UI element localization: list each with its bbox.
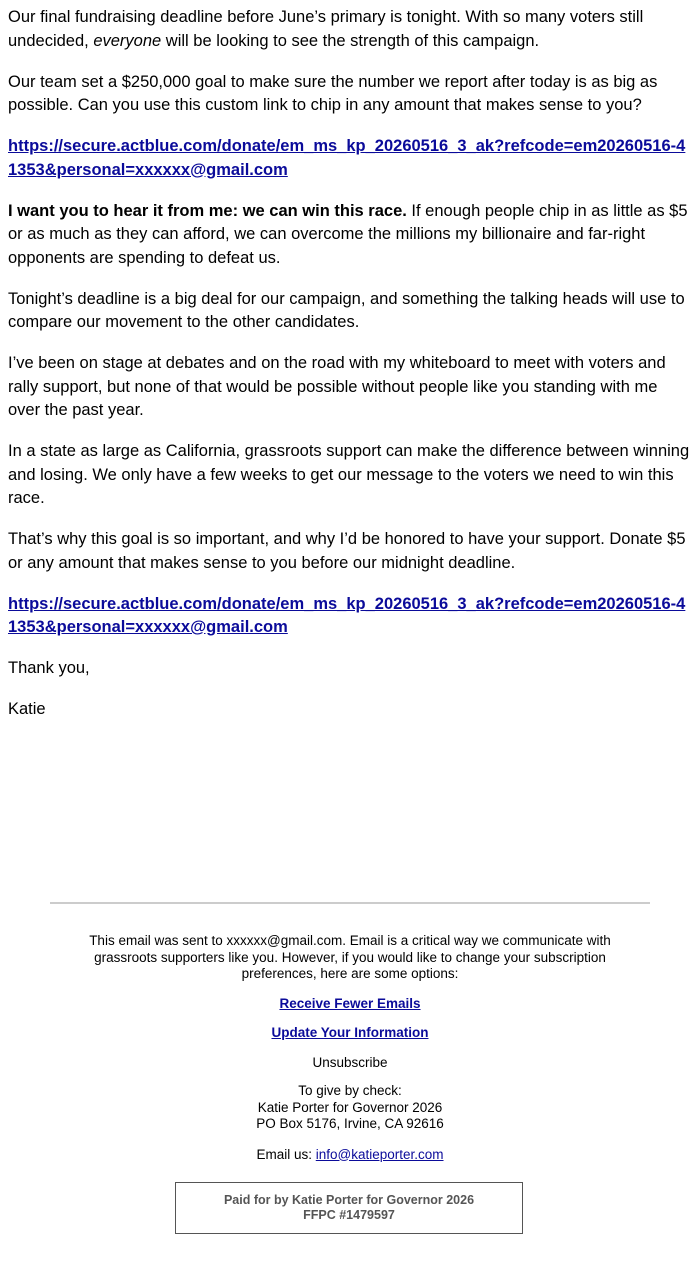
emphasis-text: everyone [93,31,162,50]
signature: Katie [8,700,46,718]
paid-for-disclaimer [175,1182,523,1234]
ffpc-number: FFPC #1479597 [303,1208,395,1222]
check-payee: Katie Porter for Governor 2026 [257,1099,443,1115]
contact-email-link[interactable]: info@katieporter.com [315,1146,444,1162]
donate-link-2-wrapper [8,593,692,640]
paragraph-win [8,200,692,271]
paragraph-text: will be looking to see the strength of this campaign. [161,31,540,50]
check-address: PO Box 5176, Irvine, CA 92616 [256,1116,444,1131]
email-us-label: Email us: [256,1146,316,1162]
paragraph-goal: Our team set a $250,000 goal to make sure the number we report after today is as big as possible. Can you use this custom link to chip in any amount that makes sense to you? [8,72,658,114]
footer-divider [50,902,650,904]
signoff: Thank you, [8,659,90,677]
contact-email-line [50,1147,650,1164]
receive-fewer-emails-link[interactable]: Receive Fewer Emails [279,995,421,1011]
paragraph-deadline [8,6,692,53]
email-footer [50,933,650,1163]
update-information-link[interactable]: Update Your Information [271,1025,429,1040]
bold-statement: I want you to hear it from me: we can win this race. [8,201,407,220]
donate-link[interactable]: https://secure.actblue.com/donate/em_ms_kp_20260516_3_ak?refcode=em20260516-41353&personal=xxxxxx@gmail.com [8,137,686,179]
paragraph-support: That’s why this goal is so important, and why I’d be honored to have your support. Donate $5 or any amount that makes sense to you before our midnight deadline. [8,530,686,572]
email-body [8,6,692,739]
paid-for-text: Paid for by Katie Porter for Governor 2026 [223,1193,475,1207]
check-heading: To give by check: [298,1083,402,1098]
donate-link[interactable]: https://secure.actblue.com/donate/em_ms_kp_20260516_3_ak?refcode=em20260516-41353&personal=xxxxxx@gmail.com [8,594,686,636]
paragraph-tonight: Tonight’s deadline is a big deal for our campaign, and something the talking heads will use to compare our movement to the other candidates. [8,289,685,331]
paragraph-california: In a state as large as California, grassroots support can make the difference between winning and losing. We only have a few weeks to get our message to the voters we need to win this race. [8,442,690,507]
paragraph-text: If enough people chip in as little as $5 or as much as they can afford, we can overcome the millions my billionaire and far-right opponents are spending to defeat us. [8,201,688,267]
paragraph-stage: I’ve been on stage at debates and on the road with my whiteboard to meet with voters and rally support, but none of that would be possible without people like you standing with me over the past year. [8,354,666,419]
subscription-notice: This email was sent to xxxxxx@gmail.com. Email is a critical way we communicate with grassroots supporters like you. However, if you would like to change your subscription preferences, here are some options: [89,933,611,981]
paragraph-text: Our final fundraising deadline before June’s primary is tonight. With so many voters still undecided, [8,8,644,50]
donate-link-1-wrapper [8,135,692,182]
unsubscribe-link[interactable]: Unsubscribe [312,1054,388,1070]
check-donation-info [50,1083,650,1133]
